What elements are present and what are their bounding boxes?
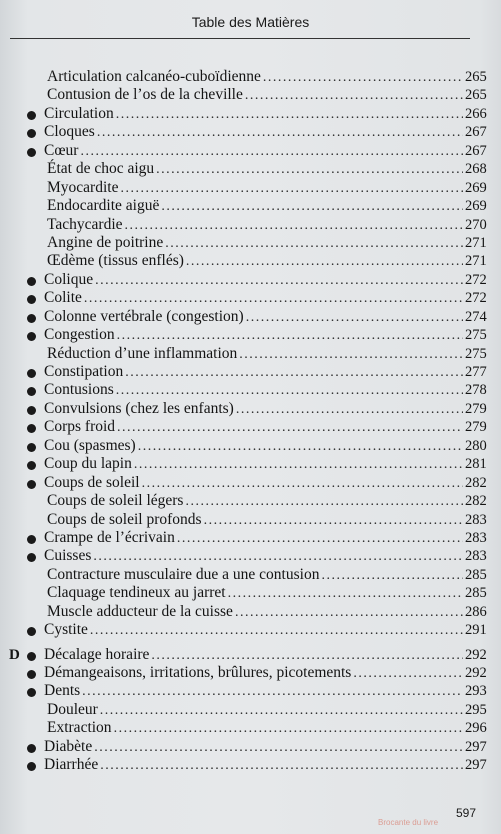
- bullet-icon: [27, 314, 36, 323]
- dot-leader: [246, 309, 463, 327]
- dot-leader: [134, 456, 463, 474]
- dot-leader: [185, 493, 463, 511]
- toc-entry-title: Coups de soleil légers: [47, 492, 184, 510]
- toc-entry-title: Dents: [44, 682, 81, 700]
- toc-entry-title: État de choc aigu: [47, 160, 155, 178]
- dot-leader: [321, 567, 463, 585]
- toc-entry-title: Colite: [44, 289, 82, 307]
- toc-entry: [0, 381, 501, 399]
- dot-leader: [236, 401, 463, 419]
- toc-entry: [0, 418, 501, 436]
- dot-leader: [120, 180, 463, 198]
- toc-entry-title: Congestion: [44, 326, 115, 344]
- bullet-icon: [27, 744, 36, 753]
- toc-entry: [0, 547, 501, 565]
- toc-entry-title: Décalage horaire: [44, 645, 150, 663]
- toc-entry-page: 278: [465, 382, 487, 399]
- toc-entry: [0, 216, 501, 234]
- toc-entry: [0, 363, 501, 381]
- toc-entry-page: 271: [465, 253, 487, 270]
- dot-leader: [90, 622, 463, 640]
- header-rule: [10, 38, 470, 39]
- toc-entry-title: Crampe de l’écrivain: [44, 528, 175, 546]
- toc-entry-page: 271: [465, 234, 487, 251]
- dot-leader: [204, 512, 463, 530]
- toc-entry: [0, 142, 501, 160]
- dot-leader: [82, 683, 463, 701]
- toc-entry-title: Démangeaisons, irritations, brûlures, picotements: [44, 664, 352, 681]
- toc-entry-title: Coups de soleil: [44, 473, 140, 491]
- bullet-icon: [27, 652, 36, 661]
- toc-entry-title: Colonne vertébrale (congestion): [44, 307, 244, 325]
- toc-entry-page: 269: [465, 198, 487, 215]
- dot-leader: [117, 327, 463, 345]
- toc-entry-page: 296: [465, 720, 487, 737]
- toc-entry-page: 282: [465, 493, 487, 510]
- toc-entry: [0, 719, 501, 737]
- dot-leader: [125, 217, 463, 235]
- toc-entry: [0, 289, 501, 307]
- toc-entry-title: Tachycardie: [47, 215, 123, 233]
- toc-entry-title: Diabète: [44, 737, 93, 755]
- toc-entry-page: 272: [465, 271, 487, 288]
- toc-entry: [0, 621, 501, 639]
- toc-entry-page: 281: [465, 456, 487, 473]
- dot-leader: [245, 87, 463, 105]
- dot-leader: [263, 69, 463, 87]
- toc-entry: [0, 123, 501, 141]
- toc-entry-page: 280: [465, 437, 487, 454]
- toc-entry: [0, 271, 501, 289]
- toc-entry-title: Coup du lapin: [44, 455, 132, 473]
- toc-entry-page: 266: [465, 105, 487, 122]
- dot-leader: [116, 106, 463, 124]
- toc-entry: [0, 105, 501, 123]
- toc-entry: [0, 566, 501, 584]
- dot-leader: [235, 604, 463, 622]
- bullet-icon: [27, 369, 36, 378]
- toc-entry: [0, 160, 501, 178]
- toc-entry-title: Œdème (tissus enflés): [47, 252, 184, 270]
- toc-entry: [0, 345, 501, 363]
- toc-entry: [0, 474, 501, 492]
- toc-entry: [0, 646, 501, 664]
- toc-entry-page: 282: [465, 474, 487, 491]
- bullet-icon: [27, 111, 36, 120]
- bullet-icon: [27, 670, 36, 679]
- toc-entry: [0, 326, 501, 344]
- toc-entry-page: 293: [465, 683, 487, 700]
- bullet-icon: [27, 480, 36, 489]
- toc-entry: [0, 86, 501, 104]
- toc-entry-page: 274: [465, 308, 487, 325]
- dot-leader: [142, 475, 463, 493]
- toc-entry-page: 268: [465, 161, 487, 178]
- toc-entry-title: Circulation: [44, 104, 114, 122]
- toc-entry: [0, 252, 501, 270]
- toc-entry-title: Muscle adducteur de la cuisse: [47, 602, 233, 620]
- toc-entry-title: Contusion de l’os de la cheville: [47, 86, 243, 104]
- bullet-icon: [27, 443, 36, 452]
- dot-leader: [94, 739, 463, 757]
- toc-entry-page: 292: [465, 646, 487, 663]
- toc-entry: [0, 682, 501, 700]
- table-of-contents: [0, 68, 501, 775]
- dot-leader: [239, 346, 463, 364]
- toc-entry: [0, 584, 501, 602]
- toc-entry-page: 275: [465, 327, 487, 344]
- toc-entry-page: 272: [465, 290, 487, 307]
- toc-entry-page: 277: [465, 364, 487, 380]
- toc-entry-title: Cloques: [44, 123, 95, 141]
- toc-entry-title: Diarrhée: [44, 756, 99, 774]
- toc-entry: [0, 603, 501, 621]
- dot-leader: [117, 419, 463, 437]
- toc-entry: [0, 234, 501, 252]
- toc-entry-title: Convulsions (chez les enfants): [44, 399, 234, 417]
- dot-leader: [138, 438, 463, 456]
- toc-entry-page: 285: [465, 566, 487, 583]
- toc-entry-page: 267: [465, 124, 487, 141]
- dot-leader: [97, 124, 463, 142]
- bullet-icon: [27, 277, 36, 286]
- toc-entry-title: Réduction d’une inflammation: [47, 344, 238, 362]
- toc-entry-page: 265: [465, 87, 487, 104]
- toc-entry-page: 291: [465, 622, 487, 639]
- toc-entry: [0, 400, 501, 418]
- toc-entry-title: Constipation: [44, 363, 124, 380]
- toc-entry-page: 295: [465, 701, 487, 718]
- toc-entry-page: 283: [465, 511, 487, 528]
- toc-entry-page: 267: [465, 142, 487, 159]
- toc-entry: [0, 738, 501, 756]
- dot-leader: [84, 290, 463, 308]
- bullet-icon: [27, 148, 36, 157]
- dot-leader: [125, 364, 463, 382]
- toc-entry: [0, 455, 501, 473]
- toc-entry-title: Endocardite aiguë: [47, 197, 160, 215]
- toc-entry: [0, 68, 501, 86]
- dot-leader: [114, 720, 463, 738]
- bullet-icon: [27, 406, 36, 415]
- toc-entry-title: Cœur: [44, 141, 79, 159]
- toc-entry-page: 275: [465, 345, 487, 362]
- dot-leader: [165, 235, 463, 253]
- toc-entry-page: 279: [465, 419, 487, 436]
- dot-leader: [95, 272, 463, 290]
- toc-entry-title: Contracture musculaire due a une contusion: [47, 565, 320, 583]
- toc-entry-page: 269: [465, 179, 487, 196]
- toc-entry-page: 279: [465, 400, 487, 417]
- toc-entry-page: 297: [465, 738, 487, 755]
- dot-leader: [80, 143, 463, 161]
- running-header: Table des Matières: [191, 14, 310, 30]
- toc-entry: [0, 511, 501, 529]
- toc-entry-title: Corps froid: [44, 418, 116, 436]
- dot-leader: [228, 585, 463, 603]
- toc-entry-title: Articulation calcanéo-cuboïdienne: [47, 68, 261, 85]
- toc-entry: [0, 664, 501, 682]
- dot-leader: [353, 665, 463, 683]
- watermark: Brocante du livre: [378, 818, 439, 827]
- dot-leader: [151, 647, 463, 665]
- toc-entry-page: 265: [465, 69, 487, 85]
- toc-entry-page: 285: [465, 585, 487, 602]
- dot-leader: [156, 161, 463, 179]
- page-number: 597: [456, 806, 477, 820]
- toc-entry-page: 297: [465, 757, 487, 774]
- dot-leader: [100, 702, 463, 720]
- dot-leader: [116, 382, 463, 400]
- bullet-icon: [27, 535, 36, 544]
- toc-entry: [0, 179, 501, 197]
- toc-entry-title: Myocardite: [47, 178, 119, 196]
- toc-entry-title: Cuisses: [44, 547, 92, 565]
- toc-entry: [0, 492, 501, 510]
- section-letter: D: [9, 646, 20, 663]
- toc-entry-page: 270: [465, 216, 487, 233]
- toc-entry-page: 292: [465, 665, 487, 681]
- toc-entry-title: Colique: [44, 270, 94, 288]
- toc-entry: [0, 529, 501, 547]
- dot-leader: [161, 198, 463, 216]
- toc-entry-page: 286: [465, 603, 487, 620]
- toc-entry-title: Cou (spasmes): [44, 436, 136, 454]
- dot-leader: [177, 530, 463, 548]
- toc-entry-title: Extraction: [47, 719, 112, 737]
- toc-entry: [0, 756, 501, 774]
- toc-entry-title: Claquage tendineux au jarret: [47, 584, 226, 602]
- toc-entry-title: Coups de soleil profonds: [47, 510, 202, 528]
- toc-entry: [0, 701, 501, 719]
- toc-entry-page: 283: [465, 529, 487, 546]
- toc-entry-title: Douleur: [47, 700, 98, 718]
- toc-entry-page: 283: [465, 548, 487, 565]
- toc-entry-title: Contusions: [44, 381, 114, 399]
- toc-entry: [0, 197, 501, 215]
- toc-entry: [0, 308, 501, 326]
- dot-leader: [100, 757, 463, 775]
- toc-entry-title: Cystite: [44, 621, 88, 639]
- dot-leader: [93, 548, 463, 566]
- dot-leader: [186, 253, 463, 271]
- toc-entry: [0, 437, 501, 455]
- toc-entry-title: Angine de poitrine: [47, 233, 164, 251]
